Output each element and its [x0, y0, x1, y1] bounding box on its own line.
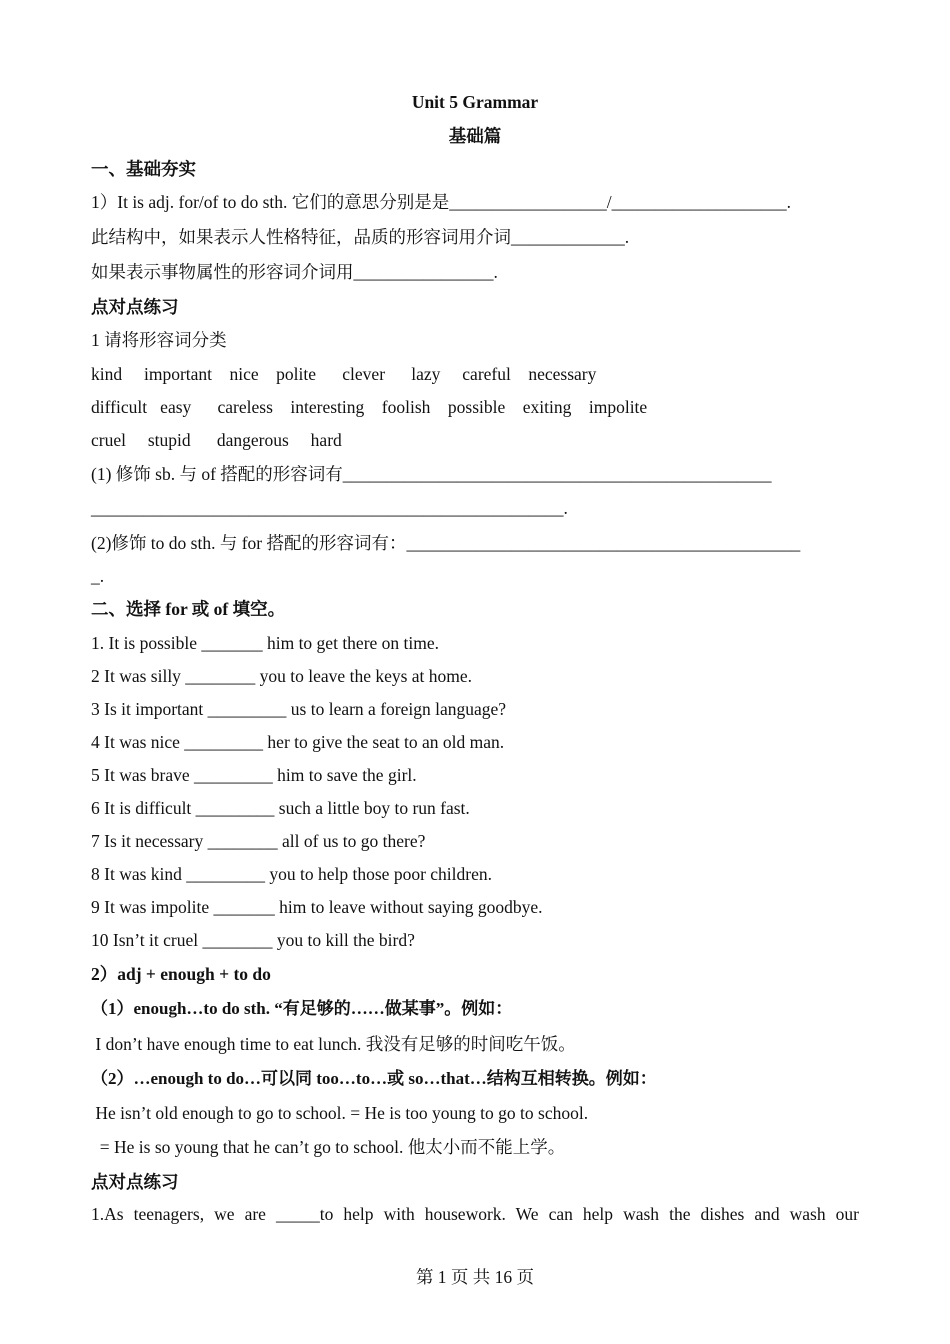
grammar2-point2: （2）…enough to do…可以同 too…to…或 so…that…结构互相转换。例如： [91, 1069, 657, 1088]
grammar2-heading: 2）adj + enough + to do [91, 964, 271, 984]
exercise-item: 2 It was silly ________ you to leave the keys at home. [91, 666, 473, 686]
section1-line: 如果表示事物属性的形容词介词用________________. [91, 262, 498, 282]
practice2-heading: 点对点练习 [91, 1172, 179, 1192]
grammar2-example3: = He is so young that he can’t go to school. 他太小而不能上学。 [91, 1137, 566, 1157]
practice1-q2-line1: (2)修饰 to do sth. 与 for 搭配的形容词有：_____________________________________________ [91, 533, 801, 553]
section1-heading: 一、基础夯实 [91, 159, 196, 179]
section1-line: 此结构中，如果表示人性格特征，品质的形容词用介词_____________. [91, 227, 630, 247]
word-row: kind important nice polite clever lazy careful necessary [91, 364, 597, 384]
practice2-item: 1.As teenagers, we are _____to help with housework. We can help wash the dishes and wash our [91, 1204, 859, 1224]
word-row: difficult easy careless interesting foolish possible exiting impolite [91, 397, 648, 417]
exercise-item: 1. It is possible _______ him to get there on time. [91, 633, 440, 653]
page-title: Unit 5 Grammar [411, 92, 539, 112]
grammar2-point1: （1）enough…to do sth. “有足够的……做某事”。例如： [91, 999, 513, 1018]
grammar2-example2: He isn’t old enough to go to school. = He is too young to go to school. [91, 1103, 589, 1123]
page-footer: 第 1 页 共 16 页 [415, 1267, 535, 1287]
exercise-item: 5 It was brave _________ him to save the girl. [91, 765, 417, 785]
exercise-item: 10 Isn’t it cruel ________ you to kill the bird? [91, 930, 415, 950]
exercise-item: 9 It was impolite _______ him to leave without saying goodbye. [91, 897, 543, 917]
exercise-item: 4 It was nice _________ her to give the seat to an old man. [91, 732, 505, 752]
section2-heading: 二、选择 for 或 of 填空。 [91, 599, 286, 619]
practice1-q1-line2: ______________________________________________________. [91, 498, 568, 518]
exercise-item: 6 It is difficult _________ such a little boy to run fast. [91, 798, 470, 818]
exercise-item: 3 Is it important _________ us to learn a foreign language? [91, 699, 507, 719]
page-subtitle: 基础篇 [448, 126, 502, 146]
practice1-instruction: 1 请将形容词分类 [91, 330, 227, 350]
section1-line: 1）It is adj. for/of to do sth. 它们的意思分别是是__________________/____________________. [91, 192, 791, 212]
exercise-item: 7 Is it necessary ________ all of us to go there? [91, 831, 426, 851]
practice1-q1-line1: (1) 修饰 sb. 与 of 搭配的形容词有_________________________________________________ [91, 464, 772, 484]
practice1-heading: 点对点练习 [91, 297, 179, 317]
practice1-q2-line2: _. [91, 566, 105, 586]
exercise-item: 8 It was kind _________ you to help those poor children. [91, 864, 492, 884]
word-row: cruel stupid dangerous hard [91, 430, 342, 450]
grammar2-example1: I don’t have enough time to eat lunch. 我没有足够的时间吃午饭。 [91, 1034, 576, 1054]
